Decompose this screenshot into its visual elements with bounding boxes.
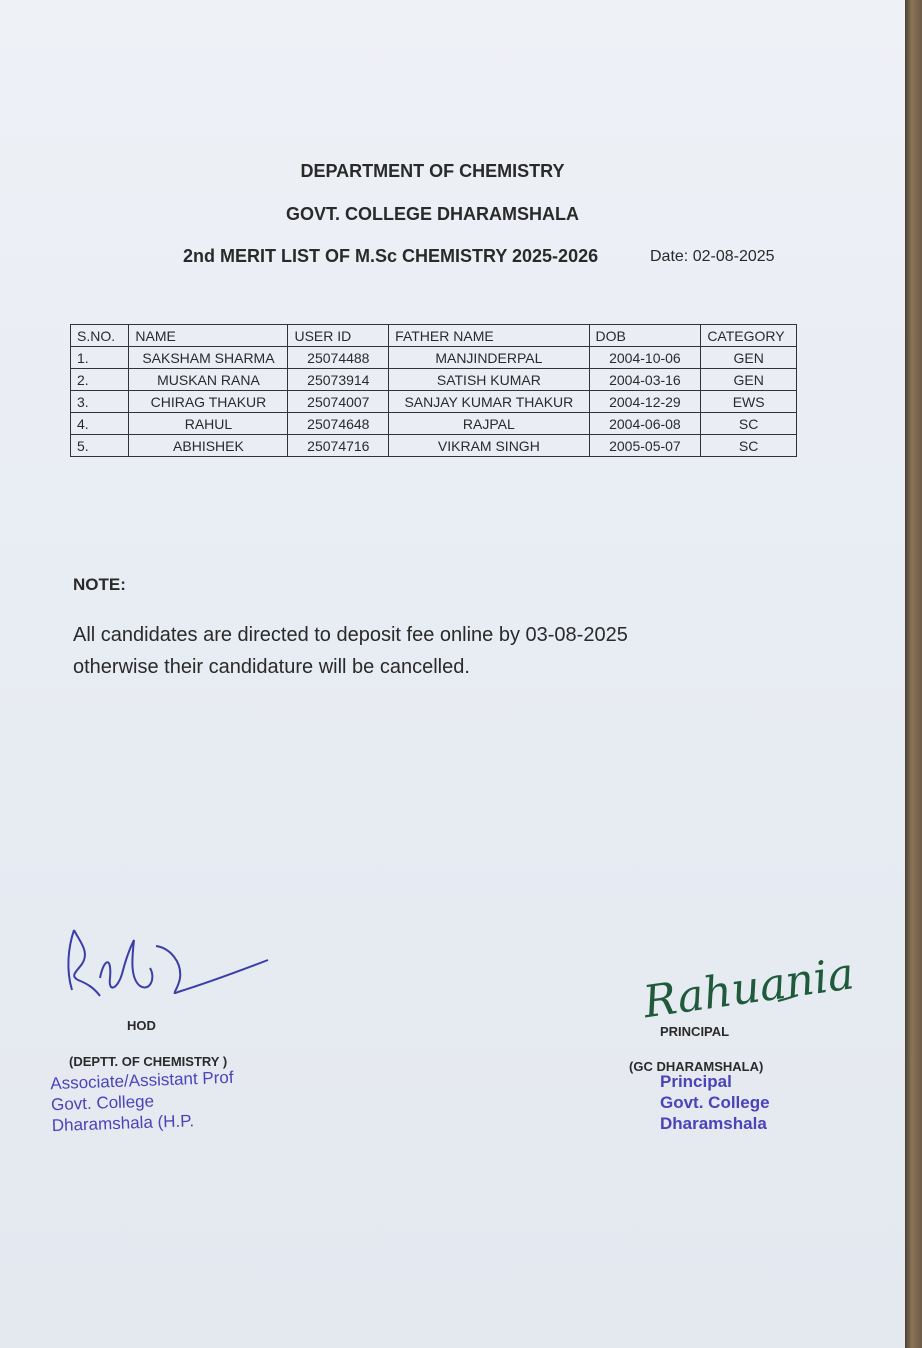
merit-list-title: 2nd MERIT LIST OF M.Sc CHEMISTRY 2025-2026 <box>183 246 599 266</box>
cell-father-name: MANJINDERPAL <box>389 347 589 369</box>
note-label: NOTE: <box>73 575 126 594</box>
cell-father-name: VIKRAM SINGH <box>389 435 589 457</box>
cell-sno: 3. <box>71 391 129 413</box>
cell-name: MUSKAN RANA <box>129 369 288 391</box>
cell-father-name: SANJAY KUMAR THAKUR <box>389 391 589 413</box>
cell-category: EWS <box>701 391 797 413</box>
cell-name: ABHISHEK <box>129 435 288 457</box>
cell-user-id: 25074716 <box>288 435 389 457</box>
list-title-line <box>183 246 775 267</box>
cell-dob: 2004-03-16 <box>589 369 701 391</box>
cell-sno: 5. <box>71 435 129 457</box>
cell-user-id: 25074488 <box>288 347 389 369</box>
cell-name: CHIRAG THAKUR <box>129 391 288 413</box>
cell-name: RAHUL <box>129 413 288 435</box>
table-row <box>71 391 797 413</box>
hod-title: HOD <box>127 1018 156 1033</box>
cell-sno: 4. <box>71 413 129 435</box>
hod-stamp-line-2: Govt. College <box>50 1091 155 1115</box>
table-row <box>71 347 797 369</box>
cell-dob: 2004-12-29 <box>589 391 701 413</box>
table-row <box>71 435 797 457</box>
desk-edge <box>905 0 922 1348</box>
cell-user-id: 25074648 <box>288 413 389 435</box>
hod-signature <box>60 918 275 1008</box>
cell-category: SC <box>701 435 797 457</box>
department-heading: DEPARTMENT OF CHEMISTRY <box>300 161 565 181</box>
principal-stamp-line-3: Dharamshala <box>660 1114 767 1133</box>
cell-father-name: SATISH KUMAR <box>389 369 589 391</box>
hod-stamp-line-3: Dharamshala (H.P. <box>51 1111 195 1136</box>
principal-department: (GC DHARAMSHALA) <box>629 1059 764 1074</box>
principal-signature-text: Rahuania <box>640 948 858 1029</box>
cell-sno: 2. <box>71 369 129 391</box>
cell-category: GEN <box>701 369 797 391</box>
cell-dob: 2005-05-07 <box>589 435 701 457</box>
note-line-1: All candidates are directed to deposit fee online by 03-08-2025 <box>73 624 628 646</box>
note-line-2: otherwise their candidature will be cancelled. <box>73 656 470 678</box>
cell-name: SAKSHAM SHARMA <box>129 347 288 369</box>
header-dob: DOB <box>589 325 701 347</box>
cell-category: SC <box>701 413 797 435</box>
principal-title: PRINCIPAL <box>660 1024 730 1039</box>
header-category: CATEGORY <box>701 325 797 347</box>
document-date: Date: 02-08-2025 <box>650 248 775 265</box>
header-father-name: FATHER NAME <box>389 325 589 347</box>
principal-stamp-line-2: Govt. College <box>660 1093 770 1112</box>
hod-stamp <box>50 1067 235 1136</box>
cell-father-name: RAJPAL <box>389 413 589 435</box>
hod-department: (DEPTT. OF CHEMISTRY ) <box>69 1054 228 1069</box>
cell-user-id: 25074007 <box>288 391 389 413</box>
merit-list-table <box>70 324 797 457</box>
table-header-row <box>71 325 797 347</box>
principal-signature <box>638 935 858 1030</box>
table-row <box>71 413 797 435</box>
note-text <box>73 619 793 683</box>
hod-stamp-line-1: Associate/Assistant Prof <box>49 1067 234 1094</box>
header-user-id: USER ID <box>288 325 389 347</box>
table-row <box>71 369 797 391</box>
cell-dob: 2004-10-06 <box>589 347 701 369</box>
cell-category: GEN <box>701 347 797 369</box>
principal-stamp <box>660 1071 770 1134</box>
cell-dob: 2004-06-08 <box>589 413 701 435</box>
principal-stamp-line-1: Principal <box>660 1072 732 1091</box>
header-name: NAME <box>129 325 288 347</box>
cell-sno: 1. <box>71 347 129 369</box>
header-sno: S.NO. <box>71 325 129 347</box>
college-heading: GOVT. COLLEGE DHARAMSHALA <box>285 204 579 224</box>
cell-user-id: 25073914 <box>288 369 389 391</box>
